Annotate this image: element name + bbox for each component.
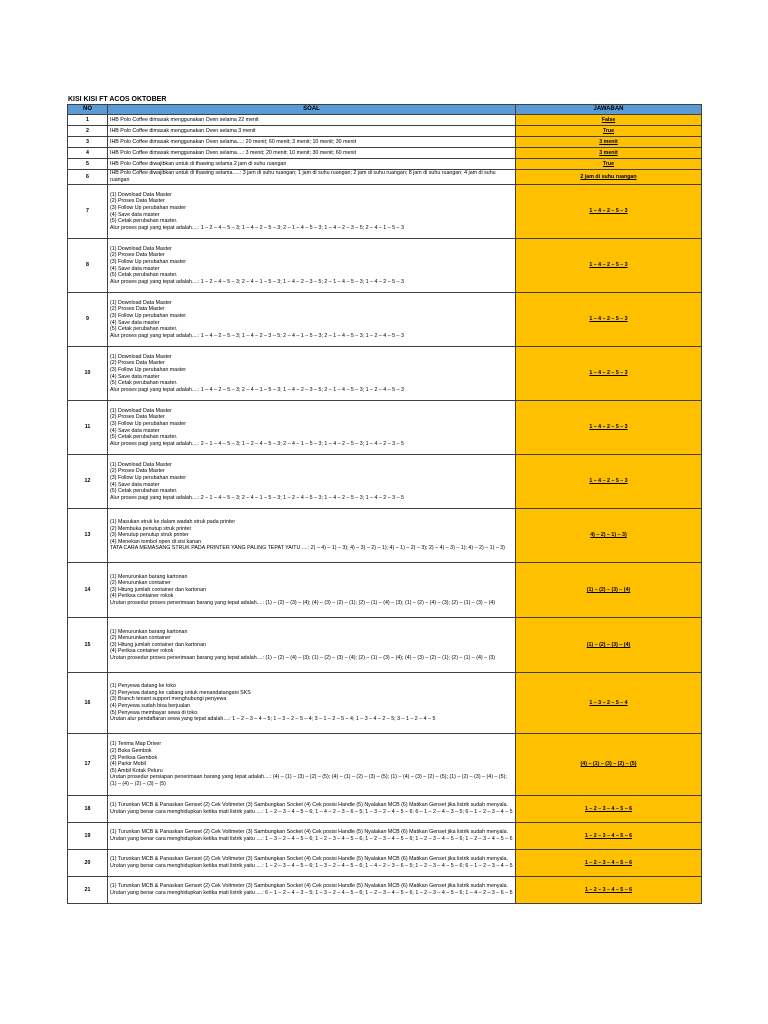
table-row bbox=[68, 126, 702, 137]
row-number: 16 bbox=[68, 673, 108, 734]
row-number: 3 bbox=[68, 137, 108, 148]
table-row bbox=[68, 137, 702, 148]
table-row bbox=[68, 734, 702, 796]
header-no: NO bbox=[68, 105, 108, 115]
answer-cell: 1 – 4 – 2 – 5 – 3 bbox=[516, 401, 702, 455]
row-number: 13 bbox=[68, 509, 108, 563]
question-cell: IHB Polo Coffee dimasak menggunakan Oven selama....: 3 menit; 20 menit; 10 menit; 30 menit; 60 menit bbox=[108, 148, 516, 159]
answer-cell: 1 – 2 – 3 – 4 – 5 – 6 bbox=[516, 877, 702, 904]
row-number: 7 bbox=[68, 185, 108, 239]
row-number: 2 bbox=[68, 126, 108, 137]
table-header-row bbox=[68, 105, 702, 115]
row-number: 11 bbox=[68, 401, 108, 455]
row-number: 6 bbox=[68, 170, 108, 185]
answer-cell: 3 menit bbox=[516, 148, 702, 159]
table-row bbox=[68, 401, 702, 455]
question-cell: (1) Download Data Master (2) Proses Data Master (3) Follow Up perubahan master (4) Save data master (5) Cetak perubahan master. Alur proses pagi yang tepat adalah....: 1 – 2 – 4 – 5 – 3; 2 – 4 – 1 – 5 – 3; 1 – 4 – 2 – 3 – 5; 2 – 1 – 4 – 5 – 3; 1 – 4 – 2 – 5 – 3 bbox=[108, 239, 516, 293]
row-number: 21 bbox=[68, 877, 108, 904]
kisi-table bbox=[67, 104, 702, 904]
table-row bbox=[68, 796, 702, 823]
question-cell: IHB Polo Coffee dimasak menggunakan Oven selama....: 20 menit; 60 menit; 3 menit; 10 menit; 30 menit bbox=[108, 137, 516, 148]
table-row bbox=[68, 877, 702, 904]
question-cell: (1) Turunkan MCB & Panaskan Genset (2) Cek Voltmeter (3) Sambungkan Socket (4) Cek posisi Handle (5) Nyalakan MCB (6) Matikan Genset jika listrik sudah menyala. Urutan yang benar cara menghidupkan ketika mati listrik yaitu ....: 6 – 1 – 2 – 4 – 3 – 5; 1 – 3 – 2 – 4 – 5 – 6; 1 – 2 – 3 – 4 – 5 – 6; 1 – 2 – 3 – 4 – 5 – 6; 1 – 4 – 2 – 3 – 6 – 5 bbox=[108, 877, 516, 904]
row-number: 15 bbox=[68, 618, 108, 673]
answer-cell: 1 – 2 – 3 – 4 – 5 – 6 bbox=[516, 850, 702, 877]
table-body bbox=[68, 115, 702, 904]
table-row bbox=[68, 347, 702, 401]
answer-cell: (1) – (2) – (3) – (4) bbox=[516, 618, 702, 673]
answer-cell: (1) – (2) – (3) – (4) bbox=[516, 563, 702, 618]
answer-cell: 1 – 2 – 3 – 4 – 5 – 6 bbox=[516, 796, 702, 823]
row-number: 5 bbox=[68, 159, 108, 170]
question-cell: (1) Penyewa datang ke toko (2) Penyewa datang ke cabang untuk menandatangani SKS (3) Branch tenant support menghubungi penyewa (4) Penyewa sudah bisa berjualan (5) Penyewa membayar sewa di toko. Urutan alur pendaftaran sewa yang tepat adalah....: 1 – 2 – 3 – 4 – 5; 1 – 3 – 2 – 5 – 4; 3 – 1 – 2 – 5 – 4; 1 – 3 – 4 – 2 – 5; 3 – 1 – 2 – 4 – 5 bbox=[108, 673, 516, 734]
table-row bbox=[68, 115, 702, 126]
table-row bbox=[68, 823, 702, 850]
question-cell: (1) Download Data Master (2) Proses Data Master (3) Follow Up perubahan master (4) Save data master (5) Cetak perubahan master. Alur proses pagi yang tepat adalah....: 1 – 4 – 2 – 5 – 3; 1 – 4 – 2 – 3 – 5; 2 – 4 – 1 – 5 – 3; 2 – 1 – 4 – 5 – 3; 1 – 2 – 4 – 5 – 3 bbox=[108, 293, 516, 347]
table-row bbox=[68, 618, 702, 673]
row-number: 10 bbox=[68, 347, 108, 401]
table-row bbox=[68, 239, 702, 293]
question-cell: (1) Download Data Master (2) Proses Data Master (3) Follow Up perubahan master (4) Save data master (5) Cetak perubahan master. Alur proses pagi yang tepat adalah....: 2 – 1 – 4 – 5 – 3; 2 – 4 – 1 – 5 – 3; 1 – 2 – 4 – 5 – 3; 1 – 4 – 2 – 5 – 3; 1 – 4 – 2 – 3 – 5 bbox=[108, 455, 516, 509]
answer-cell: 1 – 4 – 2 – 5 – 3 bbox=[516, 347, 702, 401]
question-cell: (1) Download Data Master (2) Proses Data Master (3) Follow Up perubahan master (4) Save data master (5) Cetak perubahan master. Alur proses pagi yang tepat adalah....: 1 – 4 – 2 – 5 – 3; 2 – 4 – 1 – 5 – 3; 1 – 4 – 2 – 3 – 5; 2 – 1 – 4 – 5 – 3; 1 – 2 – 4 – 5 – 3 bbox=[108, 347, 516, 401]
question-cell: (1) Masukan struk ke dalam wadah struk pada printer (2) Membuka penutup struk printer (3) Menutup penutup struk printer (4) Menekan tombol open di sisi kanan TATA CARA MEMASANG STRUK PADA PRINTER YANG PALING TEPAT YAITU ....: 2) – 4) – 1) – 3); 4) – 3) – 2) – 1); 4) – 1) – 2) – 3); 2) – 4) – 3) – 1); 4) – 2) – 1) – 3) bbox=[108, 509, 516, 563]
table-row bbox=[68, 148, 702, 159]
answer-cell: True bbox=[516, 159, 702, 170]
answer-cell: (4) – (1) – (3) – (2) – (5) bbox=[516, 734, 702, 796]
answer-cell: 1 – 3 – 2 – 5 – 4 bbox=[516, 673, 702, 734]
question-cell: (1) Menurunkan barang kartonan (2) Menurunkan container (3) Hitung jumlah container dan kartonan (4) Periksa container rokok Urutan prosedur proses penerimaan barang yang tepat adalah....: (1) – (2) – (4) – (3); (1) – (2) – (3) – (4); (2) – (1) – (3) – (4); (4) – (3) – (2) – (1); (2) – (1) – (4) – (3) bbox=[108, 618, 516, 673]
table-row bbox=[68, 563, 702, 618]
row-number: 17 bbox=[68, 734, 108, 796]
answer-cell: 2 jam di suhu ruangan bbox=[516, 170, 702, 185]
answer-cell: 1 – 4 – 2 – 5 – 3 bbox=[516, 185, 702, 239]
table-row bbox=[68, 185, 702, 239]
answer-cell: 1 – 2 – 3 – 4 – 5 – 6 bbox=[516, 823, 702, 850]
table-row bbox=[68, 159, 702, 170]
question-cell: (1) Menurunkan barang kartonan (2) Menurunkan container (3) Hitung jumlah container dan kartonan (4) Periksa container rokok Urutan prosedur proses penerimaan barang yang tepat adalah....: (1) – (2) – (3) – (4); (4) – (3) – (2) – (1); (2) – (1) – (4) – (3); (1) – (2) – (4) – (3); (2) – (1) – (3) – (4) bbox=[108, 563, 516, 618]
answer-cell: True bbox=[516, 126, 702, 137]
header-jawaban: JAWABAN bbox=[516, 105, 702, 115]
answer-cell: 1 – 4 – 2 – 5 – 3 bbox=[516, 239, 702, 293]
row-number: 12 bbox=[68, 455, 108, 509]
table-row bbox=[68, 455, 702, 509]
question-cell: IHB Polo Coffee dimasak menggunakan Oven selama 22 menit bbox=[108, 115, 516, 126]
question-cell: IHB Polo Coffee dimasak menggunakan Oven selama 3 menit bbox=[108, 126, 516, 137]
header-soal: SOAL bbox=[108, 105, 516, 115]
row-number: 19 bbox=[68, 823, 108, 850]
table-row bbox=[68, 673, 702, 734]
answer-cell: 1 – 4 – 2 – 5 – 3 bbox=[516, 455, 702, 509]
row-number: 9 bbox=[68, 293, 108, 347]
table-row bbox=[68, 293, 702, 347]
document-title: KISI KISI FT ACOS OKTOBER bbox=[68, 96, 167, 103]
question-cell: (1) Terima Map Driver (2) Buka Gembok (3) Periksa Gembok (4) Parkir Mobil (5) Ambil Kotak Peluru Urutan prosedur persiapan penerimaan barang yang tepat adalah....: (4) – (1) – (3) – (2) – (5); (4) – (1) – (2) – (3) – (5); (1) – (4) – (3) – (2) – (5); (1) – (2) – (3) – (4) – (5); (1) – (4) – (2) – (3) – (5) bbox=[108, 734, 516, 796]
answer-cell: False bbox=[516, 115, 702, 126]
row-number: 8 bbox=[68, 239, 108, 293]
answer-cell: 4) – 2) – 1) – 3) bbox=[516, 509, 702, 563]
row-number: 20 bbox=[68, 850, 108, 877]
table-row bbox=[68, 850, 702, 877]
question-cell: IHB Polo Coffee diwajibkan untuk di thawing selama 2 jam di suhu ruangan bbox=[108, 159, 516, 170]
question-cell: (1) Download Data Master (2) Proses Data Master (3) Follow Up perubahan master (4) Save data master (5) Cetak perubahan master. Alur proses pagi yang tepat adalah....: 1 – 2 – 4 – 5 – 3; 1 – 4 – 2 – 5 – 3; 2 – 1 – 4 – 5 – 3; 1 – 4 – 2 – 3 – 5; 2 – 4 – 1 – 5 – 3 bbox=[108, 185, 516, 239]
answer-cell: 3 menit bbox=[516, 137, 702, 148]
table-row bbox=[68, 170, 702, 185]
question-cell: (1) Download Data Master (2) Proses Data Master (3) Follow Up perubahan master (4) Save data master (5) Cetak perubahan master. Alur proses pagi yang tepat adalah....: 2 – 1 – 4 – 5 – 3; 1 – 2 – 4 – 5 – 3; 2 – 4 – 1 – 5 – 3; 1 – 4 – 2 – 5 – 3; 1 – 4 – 2 – 3 – 5 bbox=[108, 401, 516, 455]
question-cell: (1) Turunkan MCB & Panaskan Genset (2) Cek Voltmeter (3) Sambungkan Socket (4) Cek posisi Handle (5) Nyalakan MCB (6) Matikan Genset jika listrik sudah menyala. Urutan yang benar cara menghidupkan ketika mati listrik yaitu ....: 1 – 2 – 3 – 4 – 5 – 6; 1 – 3 – 2 – 4 – 5 – 6; 1 – 4 – 2 – 3 – 6 – 5; 1 – 2 – 3 – 4 – 5 – 6; 6 – 1 – 2 – 3 – 4 – 5 bbox=[108, 850, 516, 877]
row-number: 14 bbox=[68, 563, 108, 618]
row-number: 18 bbox=[68, 796, 108, 823]
row-number: 4 bbox=[68, 148, 108, 159]
question-cell: IHB Polo Coffee diwajibkan untuk di thawing selama.....: 3 jam di suhu ruangan; 1 jam di suhu ruangan; 2 jam di suhu ruangan; 8 jam di suhu ruangan; 4 jam di suhu ruangan bbox=[108, 170, 516, 185]
question-cell: (1) Turunkan MCB & Panaskan Genset (2) Cek Voltmeter (3) Sambungkan Socket (4) Cek posisi Handle (5) Nyalakan MCB (6) Matikan Genset jika listrik sudah menyala. Urutan yang benar cara menghidupkan ketika mati listrik yaitu ....: 1 – 2 – 3 – 4 – 5 – 6; 1 – 4 – 2 – 3 – 6 – 5; 1 – 3 – 2 – 4 – 5 – 6; 6 – 1 – 2 – 4 – 3 – 5; 6 – 1 – 2 – 3 – 4 – 5 bbox=[108, 796, 516, 823]
answer-cell: 1 – 4 – 2 – 5 – 3 bbox=[516, 293, 702, 347]
question-cell: (1) Turunkan MCB & Panaskan Genset (2) Cek Voltmeter (3) Sambungkan Socket (4) Cek posisi Handle (5) Nyalakan MCB (6) Matikan Genset jika listrik sudah menyala. Urutan yang benar cara menghidupkan ketika mati listrik yaitu ....: 1 – 3 – 2 – 4 – 5 – 6; 1 – 2 – 3 – 4 – 5 – 6; 1 – 2 – 3 – 4 – 5 – 6; 1 – 2 – 3 – 4 – 5 – 6; 1 – 2 – 3 – 4 – 5 – 6 bbox=[108, 823, 516, 850]
row-number: 1 bbox=[68, 115, 108, 126]
table-row bbox=[68, 509, 702, 563]
